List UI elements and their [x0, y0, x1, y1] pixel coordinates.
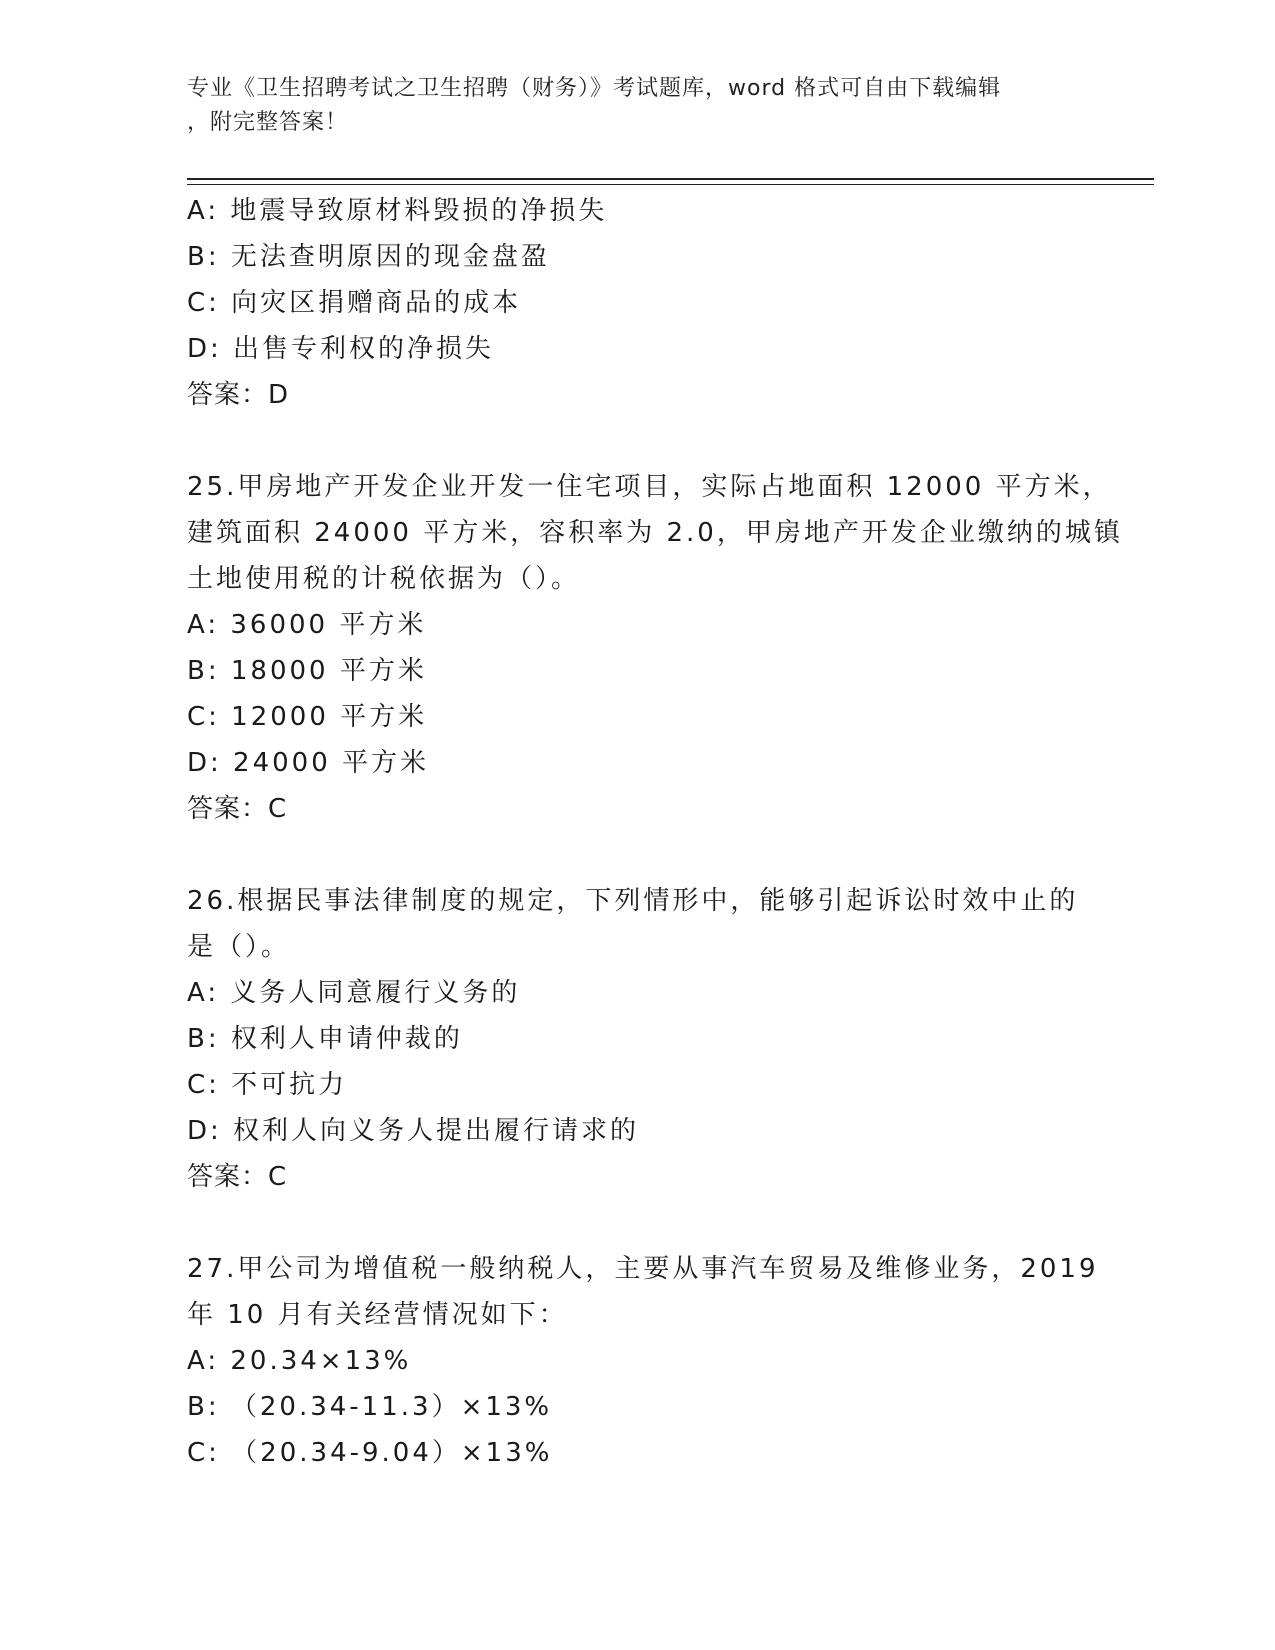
- option-d: D: 出售专利权的净损失: [187, 334, 495, 364]
- header-line-1: 专业《卫生招聘考试之卫生招聘（财务）》考试题库，word 格式可自由下载编辑: [187, 76, 1002, 101]
- option-b: B: 18000 平方米: [187, 656, 427, 686]
- option-a: A: 义务人同意履行义务的: [187, 978, 521, 1008]
- answer-line: 答案：C: [187, 794, 288, 824]
- question-26-block: [187, 878, 1107, 1200]
- spacer: [187, 832, 1107, 878]
- answer-line: 答案：C: [187, 1162, 288, 1192]
- question-content: [187, 188, 1123, 1476]
- option-b: B: （20.34-11.3）×13%: [187, 1392, 553, 1422]
- answer-line: 答案：D: [187, 380, 290, 410]
- option-b: B: 无法查明原因的现金盘盈: [187, 242, 550, 272]
- option-d: D: 权利人向义务人提出履行请求的: [187, 1116, 640, 1146]
- option-b: B: 权利人申请仲裁的: [187, 1024, 463, 1054]
- question-27-block: [187, 1246, 1107, 1476]
- document-header: [187, 72, 1087, 140]
- question-stem-line: 年 10 月有关经营情况如下：: [187, 1300, 568, 1330]
- question-25-block: [187, 464, 1123, 832]
- option-a: A: 20.34×13%: [187, 1346, 412, 1376]
- option-c: C: 向灾区捐赠商品的成本: [187, 288, 522, 318]
- question-stem-line: 26.根据民事法律制度的规定，下列情形中，能够引起诉讼时效中止的: [187, 886, 1079, 916]
- header-line-2: ，附完整答案！: [187, 110, 349, 135]
- option-c: C: 12000 平方米: [187, 702, 428, 732]
- spacer: [187, 418, 1107, 464]
- option-a: A: 地震导致原材料毁损的净损失: [187, 196, 608, 226]
- option-c: C: （20.34-9.04）×13%: [187, 1438, 553, 1468]
- option-c: C: 不可抗力: [187, 1070, 348, 1100]
- option-a: A: 36000 平方米: [187, 610, 427, 640]
- header-divider-thick: [187, 178, 1154, 180]
- question-stem-line: 是（）。: [187, 932, 291, 962]
- question-stem-line: 27.甲公司为增值税一般纳税人，主要从事汽车贸易及维修业务，2019: [187, 1254, 1099, 1284]
- header-divider-thin: [187, 184, 1154, 185]
- prev-question-block: [187, 188, 1107, 418]
- spacer: [187, 1200, 1107, 1246]
- option-d: D: 24000 平方米: [187, 748, 430, 778]
- question-stem-line: 土地使用税的计税依据为（）。: [187, 564, 581, 594]
- question-stem-line: 25.甲房地产开发企业开发一住宅项目，实际占地面积 12000 平方米，: [187, 472, 1112, 502]
- question-stem-line: 建筑面积 24000 平方米，容积率为 2.0，甲房地产开发企业缴纳的城镇: [187, 518, 1123, 548]
